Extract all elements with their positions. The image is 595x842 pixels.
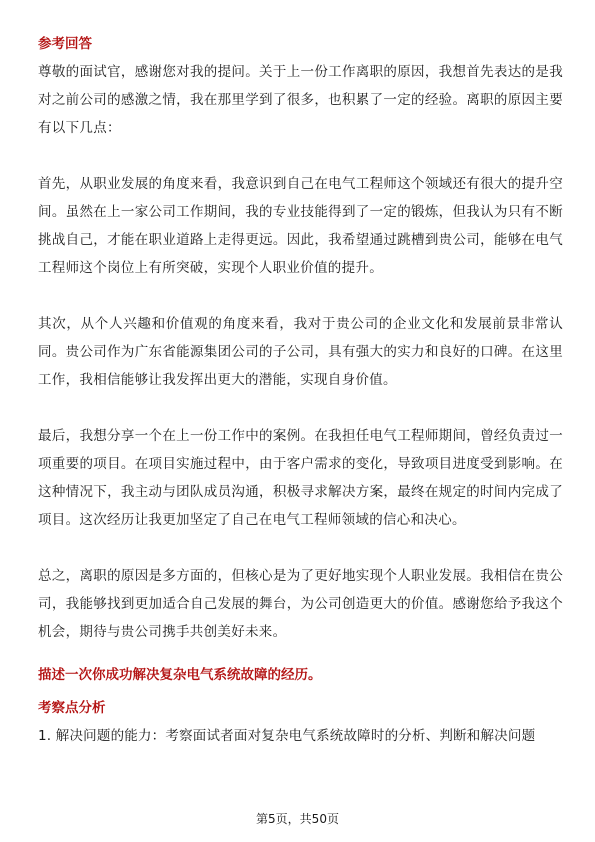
page-number: 第5页，共50页 [256, 812, 339, 826]
document-page [38, 34, 563, 748]
answer-paragraph-2: 首先，从职业发展的角度来看，我意识到自己在电气工程师这个领域还有很大的提升空间。虽然在上一家公司工作期间，我的专业技能得到了一定的锻炼，但我认为只有不断挑战自己，才能在职业道路上走得更远。因此，我希望通过跳槽到贵公司，能够在电气工程师这个岗位上有所突破，实现个人职业价值的提升。 [38, 176, 563, 276]
analysis-heading: 考察点分析 [38, 700, 106, 716]
answer-heading: 参考回答 [38, 36, 92, 52]
answer-paragraph-3: 其次，从个人兴趣和价值观的角度来看，我对于贵公司的企业文化和发展前景非常认同。贵公司作为广东省能源集团公司的子公司，具有强大的实力和良好的口碑。在这里工作，我相信能够让我发挥出更大的潜能，实现自身价值。 [38, 316, 563, 388]
analysis-item-1: 1. 解决问题的能力：考察面试者面对复杂电气系统故障时的分析、判断和解决问题 [38, 728, 536, 744]
question-heading: 描述一次你成功解决复杂电气系统故障的经历。 [38, 667, 322, 683]
answer-paragraph-1: 尊敬的面试官，感谢您对我的提问。关于上一份工作离职的原因，我想首先表达的是我对之前公司的感激之情，我在那里学到了很多，也积累了一定的经验。离职的原因主要有以下几点： [38, 64, 563, 136]
answer-paragraph-4: 最后，我想分享一个在上一份工作中的案例。在我担任电气工程师期间，曾经负责过一项重要的项目。在项目实施过程中，由于客户需求的变化，导致项目进度受到影响。在这种情况下，我主动与团队成员沟通，积极寻求解决方案，最终在规定的时间内完成了项目。这次经历让我更加坚定了自己在电气工程师领域的信心和决心。 [38, 428, 563, 528]
answer-paragraph-5: 总之，离职的原因是多方面的，但核心是为了更好地实现个人职业发展。我相信在贵公司，我能够找到更加适合自己发展的舞台，为公司创造更大的价值。感谢您给予我这个机会，期待与贵公司携手共创美好未来。 [38, 568, 563, 640]
